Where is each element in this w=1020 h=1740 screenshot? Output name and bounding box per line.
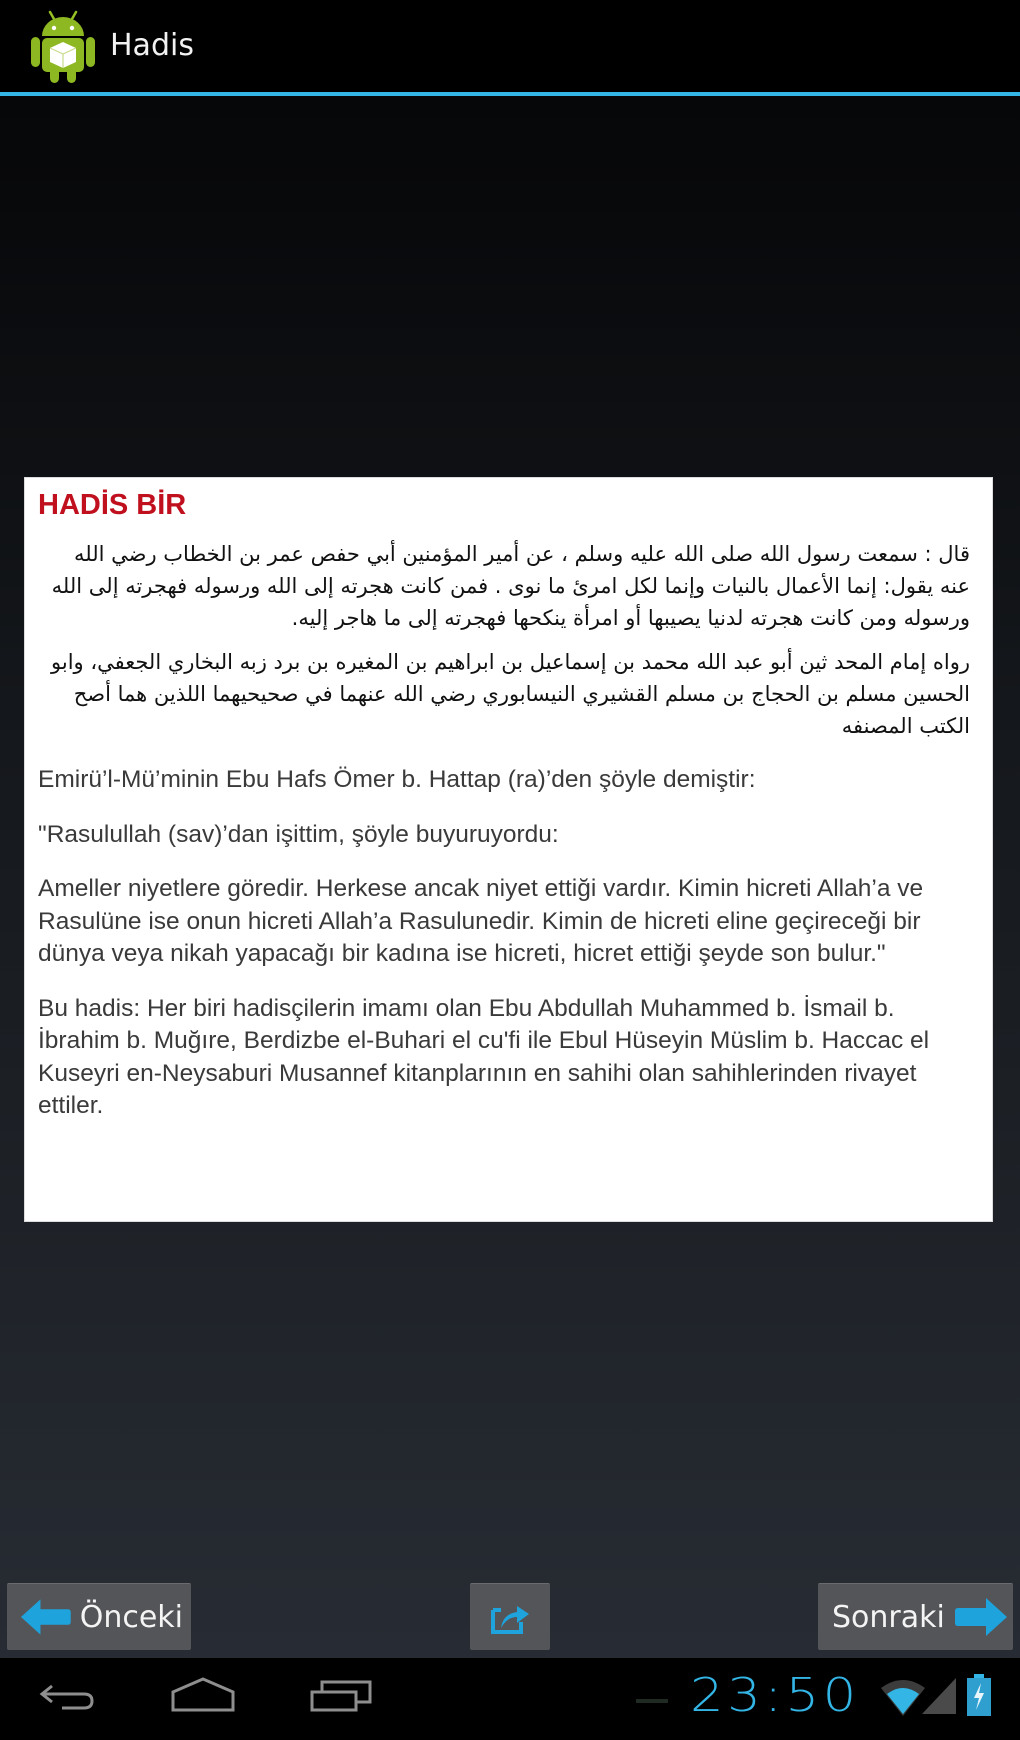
turkish-hadith-text: Ameller niyetlere göredir. Herkese ancak niyet ettiği vardır. Kimin hicreti Allah’a ve Rasulüne ise onun hicreti Allah’a Rasulunedir. Kimin de hicreti eline geçireceği bir dünya veya nikah yapacağı bir kadına ise hicreti, hicret ettiği şeyde son bulur." [38,875,924,967]
battery-charging-icon [966,1674,992,1718]
share-icon [489,1598,531,1636]
hadith-card [24,477,993,1222]
notification-dash [636,1699,668,1703]
share-button[interactable] [470,1583,550,1650]
wifi-icon [880,1678,926,1718]
hadith-title: HADİS BİR [38,489,187,521]
action-bar [0,0,1020,92]
arrow-right-icon [953,1596,1009,1638]
clock[interactable]: 23:50 [690,1668,860,1722]
turkish-intro-paragraph: Emirü’l-Mü’minin Ebu Hafs Ömer b. Hattap (ra)’den şöyle demiştir: [38,766,756,793]
back-icon[interactable] [38,1676,98,1720]
home-icon[interactable] [170,1676,236,1720]
arrow-left-icon [19,1597,72,1637]
arabic-text-paragraph: قال : سمعت رسول الله صلى الله عليه وسلم ، عن أمير المؤمنين أبي حفص عمر بن الخطاب رضي الله عنه يقول: إنما الأعمال بالنيات وإنما لكل امرئ ما نوى . فمن كانت هجرته إلى الله ورسوله فهجرته إلى الله ورسوله ومن كانت هجرته لدنيا يصيبها أو امرأة ينكحها فهجرته إلى ما هاجر إليه. [51,542,970,630]
turkish-quote-intro: "Rasulullah (sav)’dan işittim, şöyle buyuruyordu: [38,820,559,848]
next-button-label: Sonraki [832,1599,945,1635]
previous-button-label: Önceki [79,1599,183,1635]
arabic-narration-paragraph: رواه إمام المحد ثين أبو عبد الله محمد بن إسماعيل بن ابراهيم بن المغيره بن برد زبه البخاري الجعفي، وابو الحسين مسلم بن الحجاج بن مسلم القشيري النيسابوري رضي الله عنهما في صحيحيهما اللذين هما أصح الكتب المصنفه [51,650,970,738]
previous-button[interactable] [7,1583,191,1650]
android-app-icon[interactable] [28,6,98,86]
action-bar-divider [0,92,1020,96]
system-nav-bar [0,1658,1020,1740]
signal-icon [922,1676,958,1716]
next-button[interactable] [818,1583,1013,1650]
turkish-source-paragraph: Bu hadis: Her biri hadisçilerin imamı olan Ebu Abdullah Muhammed b. İsmail b. İbrahim b. Muğıre, Berdizbe el-Buhari el cu'fi ile Ebul Hüseyin Müslim b. Haccac el Kuseyri en-Neysaburi Musannef kitanplarının en sahihi olan sahihlerinden rivayet ettiler. [38,994,930,1119]
app-title: Hadis [110,28,194,63]
recent-apps-icon[interactable] [310,1676,374,1720]
